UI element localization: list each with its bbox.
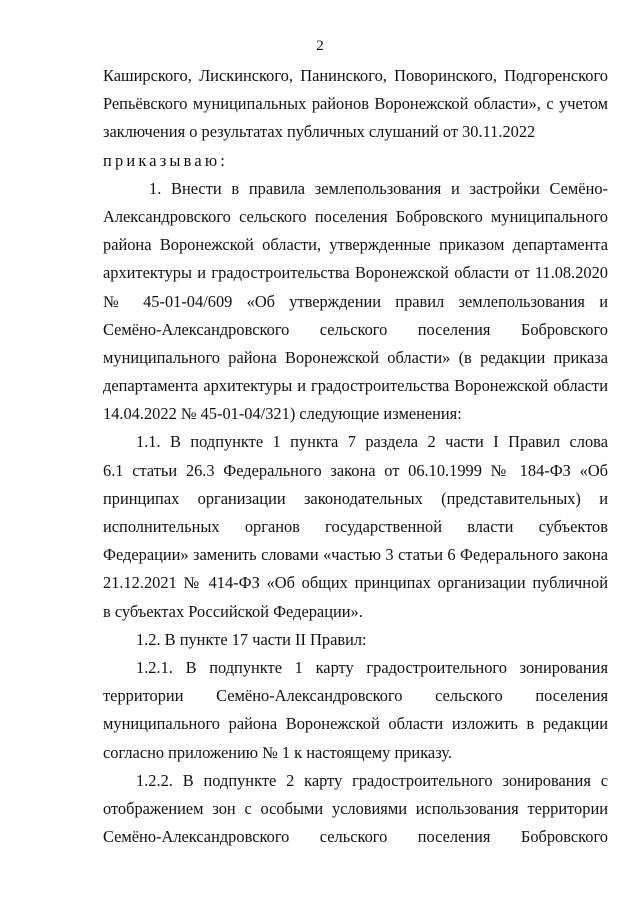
text-line: 1.1. В подпункте 1 пункта 7 раздела 2 части I Правил слова: [136, 432, 608, 452]
text-line: исполнительных органов государственной власти субъектов: [103, 517, 608, 536]
text-line: территории Семёно-Александровского сельского поселения: [103, 686, 608, 706]
text-line: Репьёвского муниципальных районов Воронежской области», с учетом: [103, 94, 608, 114]
text-line: Семёно-Александровского сельского поселения Бобровского: [103, 827, 608, 847]
text-line: муниципального района Воронежской области» (в редакции приказа: [103, 347, 608, 367]
text-line: № 45-01-04/609 «Об утверждении правил землепользования и: [103, 291, 608, 311]
document-body: [103, 62, 608, 851]
text-line: отображением зон с особыми условиями использования территории: [103, 798, 608, 818]
text-line: в субъектах Российской Федерации».: [103, 601, 363, 621]
text-line: 1.2.1. В подпункте 1 карту градостроительного зонирования: [136, 657, 608, 677]
text-line: заключения о результатах публичных слушаний от 30.11.2022: [103, 122, 536, 142]
text-line: 1.2.2. В подпункте 2 карту градостроительного зонирования с: [136, 770, 608, 790]
text-line: 1.2. В пункте 17 части II Правил:: [136, 629, 367, 649]
text-line: принципах организации законодательных (представительных) и: [103, 488, 608, 508]
text-line: Каширского, Лискинского, Панинского, Поворинского, Подгоренского: [103, 66, 608, 85]
text-line: 14.04.2022 № 45-01-04/321) следующие изменения:: [103, 404, 462, 424]
text-line: муниципального района Воронежской области изложить в редакции: [103, 714, 608, 734]
text-line: 1. Внести в правила землепользования и застройки Семёно-: [149, 178, 608, 198]
text-line: района Воронежской области, утвержденные приказом департамента: [103, 235, 608, 255]
text-line: Семёно-Александровского сельского поселения Бобровского: [103, 319, 608, 339]
page-number: 2: [316, 38, 324, 54]
text-line: Федерации» заменить словами «частью 3 статьи 6 Федерального закона: [103, 545, 608, 565]
text-line: департамента архитектуры и градостроительства Воронежской области: [103, 376, 608, 396]
text-line: согласно приложению № 1 к настоящему приказу.: [103, 742, 452, 762]
text-line: архитектуры и градостроительства Воронежской области от 11.08.2020: [103, 263, 608, 283]
text-line: 6.1 статьи 26.3 Федерального закона от 06.10.1999 № 184-ФЗ «Об: [103, 460, 608, 480]
text-line: 21.12.2021 № 414-ФЗ «Об общих принципах организации публичной: [103, 573, 608, 593]
text-line: Александровского сельского поселения Бобровского муниципального: [103, 206, 608, 226]
order-keyword: приказываю:: [103, 150, 229, 170]
